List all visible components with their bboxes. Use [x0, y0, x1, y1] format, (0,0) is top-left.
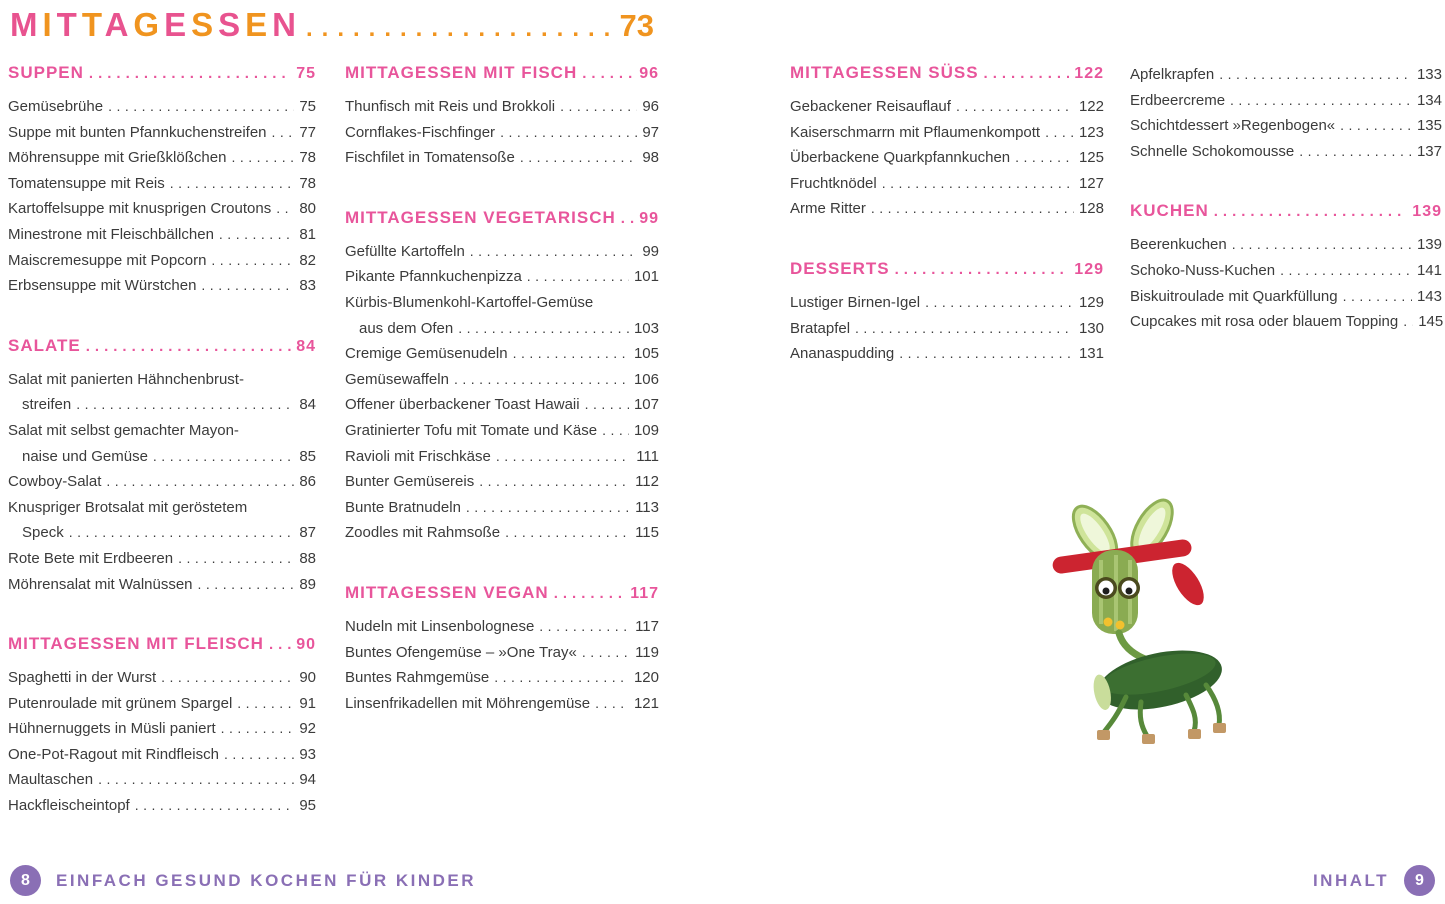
toc-entry	[345, 264, 659, 290]
leader-dots	[1299, 139, 1412, 165]
toc-entry	[1130, 62, 1442, 88]
toc-entry	[8, 418, 316, 469]
section-heading	[345, 62, 659, 84]
leader-dots	[925, 290, 1074, 316]
toc-entry	[8, 273, 316, 299]
leader-dots	[871, 196, 1074, 222]
toc-entry	[8, 742, 316, 768]
leader-dots	[454, 367, 629, 393]
toc-entry-label: Überbackene Quarkpfannkuchen	[790, 149, 1011, 167]
leader-dots	[496, 444, 631, 470]
toc-entry-page: 106	[633, 370, 659, 388]
section-page-number: 129	[1074, 260, 1104, 278]
section-heading-label: MITTAGESSEN MIT FISCH	[345, 63, 578, 82]
leader-dots	[219, 222, 294, 248]
leader-dots	[560, 94, 637, 120]
toc-entry-page: 90	[299, 669, 316, 687]
section-heading-label: MITTAGESSEN VEGAN	[345, 582, 549, 602]
toc-entry-page: 123	[1078, 123, 1104, 141]
leader-dots	[1280, 258, 1412, 284]
leader-dots	[882, 171, 1074, 197]
toc-entry-page: 96	[642, 98, 659, 115]
toc-entry-label: Erdbeercreme	[1130, 91, 1226, 109]
section-heading-label: MITTAGESSEN VEGETARISCH	[345, 207, 616, 227]
toc-entry-label: Möhrensuppe mit Grießklößchen	[8, 149, 227, 167]
toc-entry-page: 97	[642, 123, 659, 141]
toc-entry	[345, 94, 659, 120]
leader-dots	[582, 62, 634, 84]
toc-entry	[8, 716, 316, 742]
toc-entry	[345, 367, 659, 393]
toc-entry-page: 120	[633, 669, 659, 687]
leader-dots	[520, 145, 638, 171]
toc-entry-label: Spaghetti in der Wurst	[8, 669, 157, 687]
leader-dots	[1232, 232, 1412, 258]
toc-entry-label: Lustiger Birnen-Igel	[790, 293, 921, 311]
section-heading-label: DESSERTS	[790, 258, 890, 278]
section-heading-label: KUCHEN	[1130, 201, 1209, 221]
leader-dots	[98, 767, 294, 793]
toc-entry	[345, 120, 659, 146]
toc-entry-label: Gemüsebrühe	[8, 98, 104, 115]
toc-entry	[1130, 139, 1442, 165]
toc-entry-label: Buntes Ofengemüse – »One Tray«	[345, 643, 577, 661]
toc-entry-label: Hühnernuggets in Müsli paniert	[8, 720, 216, 738]
leader-dots	[198, 572, 295, 598]
toc-entry-page: 131	[1078, 345, 1104, 363]
toc-entry-page: 101	[633, 268, 659, 286]
leader-dots	[527, 264, 629, 290]
toc-entry-label: Ravioli mit Frischkäse	[345, 447, 491, 465]
leader-dots	[170, 171, 295, 197]
toc-entry-label: Minestrone mit Fleischbällchen	[8, 225, 214, 243]
toc-entry	[790, 171, 1104, 197]
toc-entry	[8, 222, 316, 248]
leader-dots	[899, 341, 1074, 367]
toc-entry-label: Thunfisch mit Reis und Brokkoli	[345, 98, 556, 115]
footer-right	[1313, 865, 1435, 896]
toc-entry-page: 113	[635, 498, 659, 516]
toc-entry-label: Nudeln mit Linsenbolognese	[345, 617, 535, 635]
toc-entry-page: 109	[633, 421, 659, 439]
toc-entry-page: 85	[299, 447, 316, 465]
toc-entry-label: Cowboy-Salat	[8, 473, 102, 491]
book-title-footer: EINFACH GESUND KOCHEN FÜR KINDER	[56, 870, 477, 890]
leader-dots	[602, 418, 629, 444]
toc-entry-page: 127	[1078, 174, 1104, 192]
leader-dots	[86, 335, 291, 357]
leader-dots	[585, 392, 629, 418]
toc-entry	[8, 495, 316, 546]
toc-entry-page: 81	[299, 225, 316, 243]
toc-entry-page: 88	[299, 549, 316, 567]
section-heading	[345, 582, 659, 604]
page-title: MITTAGESSEN	[10, 6, 301, 43]
toc-entry-label: naise und Gemüse	[22, 447, 148, 465]
section-page-number: 139	[1412, 203, 1442, 221]
toc-entry-line1: Salat mit panierten Hähnchenbrust-	[8, 370, 244, 388]
toc-entry-line1: Knuspriger Brotsalat mit geröstetem	[8, 498, 248, 516]
toc-entry	[345, 640, 659, 666]
leader-dots	[1214, 200, 1408, 222]
toc-entry-label: Fruchtknödel	[790, 174, 877, 192]
toc-entry-label: Pikante Pfannkuchenpizza	[345, 268, 522, 286]
toc-column-1	[8, 62, 316, 819]
toc-entry-page: 119	[635, 643, 659, 661]
toc-entry-label: Apfelkrapfen	[1130, 66, 1215, 83]
section-heading	[790, 258, 1104, 280]
leader-dots	[505, 520, 630, 546]
toc-entry-page: 112	[635, 473, 659, 491]
leader-dots	[237, 691, 294, 717]
leader-dots	[470, 239, 638, 265]
toc-entry	[345, 665, 659, 691]
toc-entry-page: 133	[1416, 66, 1442, 83]
toc-entry-page: 89	[299, 575, 316, 593]
section-page-number: 84	[296, 337, 316, 355]
toc-entry-page: 80	[299, 200, 316, 218]
toc-entry-page: 125	[1078, 149, 1104, 167]
toc-entry-page: 107	[633, 396, 659, 414]
toc-entry	[345, 520, 659, 546]
toc-entry	[8, 145, 316, 171]
section-page-number: 117	[630, 584, 659, 602]
toc-entry-page: 134	[1416, 91, 1442, 109]
toc-entry	[8, 691, 316, 717]
toc-entry	[345, 418, 659, 444]
toc-entry	[8, 248, 316, 274]
toc-entry	[345, 341, 659, 367]
leader-dots	[595, 691, 629, 717]
toc-entry-label: Kaiserschmarrn mit Pflaumenkompott	[790, 123, 1041, 141]
toc-entry	[8, 572, 316, 598]
section-page-number: 96	[639, 65, 659, 82]
toc-entry-label: Kartoffelsuppe mit knusprigen Croutons	[8, 200, 272, 218]
toc-entry-page: 117	[635, 617, 659, 635]
toc-entry	[8, 469, 316, 495]
toc-entry-page: 145	[1418, 313, 1444, 331]
leader-dots	[76, 392, 294, 418]
toc-entry	[8, 120, 316, 146]
toc-entry-label: Möhrensalat mit Walnüssen	[8, 575, 193, 593]
leader-dots	[153, 444, 294, 470]
section-heading	[8, 633, 316, 655]
toc-entry-page: 95	[299, 797, 316, 815]
toc-entry-page: 122	[1078, 98, 1104, 115]
toc-entry-label: Beerenkuchen	[1130, 236, 1227, 254]
toc-entry-label: Linsenfrikadellen mit Möhrengemüse	[345, 694, 591, 712]
leader-dots	[161, 665, 294, 691]
toc-entry-label: Gemüsewaffeln	[345, 370, 449, 388]
toc-entry-page: 75	[299, 98, 316, 115]
toc-entry-label: One-Pot-Ragout mit Rindfleisch	[8, 745, 219, 763]
toc-entry-page: 93	[299, 745, 316, 763]
page-number-badge-right: 9	[1404, 865, 1435, 896]
leader-dots	[1045, 120, 1074, 146]
toc-entry-page: 139	[1416, 236, 1442, 254]
toc-entry	[790, 94, 1104, 120]
toc-entry-page: 77	[299, 123, 316, 141]
toc-column-2	[345, 62, 659, 716]
toc-entry-page: 78	[299, 149, 316, 167]
toc-entry	[8, 665, 316, 691]
footer-inhalt-label: INHALT	[1312, 870, 1389, 890]
toc-entry	[790, 196, 1104, 222]
toc-entry-page: 86	[299, 473, 316, 491]
toc-entry	[1130, 88, 1442, 114]
leader-dots	[500, 120, 637, 146]
toc-entry-page: 129	[1078, 293, 1104, 311]
leader-dots	[1340, 113, 1412, 139]
leader-dots	[224, 742, 294, 768]
section-page-number: 75	[296, 65, 316, 82]
leader-dots	[458, 316, 629, 342]
section-heading-label: SALATE	[8, 335, 81, 355]
leader-dots	[106, 469, 294, 495]
toc-entry	[345, 290, 659, 341]
toc-entry-label: Zoodles mit Rahmsoße	[345, 524, 501, 542]
section-heading	[1130, 200, 1442, 222]
toc-entry	[8, 767, 316, 793]
toc-entry-label: Bratapfel	[790, 319, 851, 337]
toc-entry-page: 84	[299, 396, 316, 414]
leader-dots	[984, 62, 1070, 84]
toc-entry-label: Cupcakes mit rosa oder blauem Topping	[1130, 313, 1399, 331]
toc-entry-line1: Salat mit selbst gemachter Mayon-	[8, 421, 239, 439]
toc-entry-page: 99	[642, 242, 659, 260]
toc-entry-label: Biskuitroulade mit Quarkfüllung	[1130, 287, 1338, 305]
toc-column-4	[1130, 62, 1442, 335]
toc-entry-label: Gefüllte Kartoffeln	[345, 242, 465, 260]
section-heading-label: SUPPEN	[8, 63, 84, 82]
leader-dots	[1230, 88, 1412, 114]
toc-entry-label: Maiscremesuppe mit Popcorn	[8, 251, 207, 269]
toc-entry	[8, 94, 316, 120]
toc-entry	[345, 239, 659, 265]
toc-entry	[8, 367, 316, 418]
leader-dots	[272, 120, 295, 146]
toc-entry	[8, 546, 316, 572]
toc-entry-label: Schichtdessert »Regenbogen«	[1130, 117, 1336, 135]
leader-dots	[1403, 309, 1413, 335]
toc-entry	[345, 495, 659, 521]
leader-dots	[554, 582, 625, 604]
toc-entry-line1: Kürbis-Blumenkohl-Kartoffel-Gemüse	[345, 293, 594, 311]
toc-entry	[345, 145, 659, 171]
toc-entry-label: Ananaspudding	[790, 345, 895, 363]
toc-entry-label: Schoko-Nuss-Kuchen	[1130, 261, 1276, 279]
toc-entry-page: 137	[1416, 142, 1442, 160]
toc-entry	[8, 793, 316, 819]
leader-dots	[479, 469, 630, 495]
leader-dots	[539, 614, 630, 640]
toc-entry	[8, 196, 316, 222]
leader-dots	[178, 546, 294, 572]
toc-entry-page: 98	[642, 149, 659, 167]
section-heading	[345, 207, 659, 229]
toc-entry	[345, 392, 659, 418]
page-title-number: 73	[619, 8, 654, 43]
toc-entry-page: 78	[299, 174, 316, 192]
leader-dots	[69, 520, 295, 546]
toc-entry	[790, 341, 1104, 367]
toc-entry-page: 83	[299, 277, 316, 295]
leader-dots	[211, 248, 294, 274]
section-heading	[8, 335, 316, 357]
section-heading-label: MITTAGESSEN SÜSS	[790, 63, 979, 82]
toc-entry	[1130, 113, 1442, 139]
toc-entry-label: Bunter Gemüsereis	[345, 473, 475, 491]
toc-entry	[1130, 258, 1442, 284]
toc-entry-page: 105	[633, 345, 659, 363]
toc-entry-page: 141	[1416, 261, 1442, 279]
leader-dots	[895, 258, 1070, 280]
toc-entry	[345, 469, 659, 495]
section-page-number: 99	[639, 209, 659, 227]
toc-entry	[345, 614, 659, 640]
toc-entry-label: streifen	[22, 396, 72, 414]
toc-entry	[790, 316, 1104, 342]
toc-entry-page: 87	[299, 524, 316, 542]
toc-entry-page: 128	[1078, 200, 1104, 218]
toc-entry-page: 82	[299, 251, 316, 269]
toc-entry-page: 94	[299, 771, 316, 789]
vegetable-moose-image	[1000, 488, 1250, 746]
toc-entry-label: Erbsensuppe mit Würstchen	[8, 277, 197, 295]
leader-dots	[269, 633, 291, 655]
section-heading-label: MITTAGESSEN MIT FLEISCH	[8, 634, 264, 654]
leader-dots	[135, 793, 295, 819]
toc-entry-page: 115	[635, 524, 659, 542]
toc-entry-label: Speck	[22, 524, 64, 542]
page-number-badge-left: 8	[10, 865, 41, 896]
section-page-number: 122	[1074, 65, 1104, 82]
toc-entry-label: Bunte Bratnudeln	[345, 498, 461, 516]
toc-entry-label: Rote Bete mit Erdbeeren	[8, 549, 174, 567]
leader-dots	[89, 62, 291, 84]
leader-dots	[956, 94, 1074, 120]
toc-entry	[790, 290, 1104, 316]
leader-dots	[231, 145, 294, 171]
section-title-row	[10, 6, 654, 44]
toc-entry	[1130, 309, 1442, 335]
toc-entry-page: 111	[636, 447, 659, 465]
toc-entry	[1130, 232, 1442, 258]
toc-entry-label: Gebackener Reisauflauf	[790, 98, 951, 115]
leader-dots	[1219, 62, 1412, 88]
toc-entry-label: Suppe mit bunten Pfannkuchenstreifen	[8, 123, 267, 141]
leader-dots	[276, 196, 294, 222]
leader-dots	[201, 273, 294, 299]
toc-entry	[790, 120, 1104, 146]
leader-dots	[466, 495, 630, 521]
toc-entry-label: Arme Ritter	[790, 200, 866, 218]
toc-entry-page: 130	[1078, 319, 1104, 337]
toc-entry-page: 135	[1416, 117, 1442, 135]
leader-dots	[1015, 145, 1074, 171]
leader-dots	[494, 665, 629, 691]
toc-entry	[8, 171, 316, 197]
toc-entry	[345, 444, 659, 470]
toc-entry-label: Buntes Rahmgemüse	[345, 669, 490, 687]
toc-column-3	[790, 62, 1104, 367]
toc-entry-label: Putenroulade mit grünem Spargel	[8, 694, 233, 712]
section-heading	[8, 62, 316, 84]
leader-dots	[108, 94, 294, 120]
leader-dots	[1343, 284, 1412, 310]
section-heading	[790, 62, 1104, 84]
footer-left	[10, 865, 476, 896]
toc-entry-label: Cremige Gemüsenudeln	[345, 345, 508, 363]
toc-entry	[790, 145, 1104, 171]
toc-entry-label: Fischfilet in Tomatensoße	[345, 149, 515, 167]
leader-dots	[582, 640, 630, 666]
toc-entry	[345, 691, 659, 717]
toc-entry-label: aus dem Ofen	[359, 319, 454, 337]
toc-entry-page: 143	[1416, 287, 1442, 305]
toc-entry-page: 92	[299, 720, 316, 738]
toc-entry-label: Tomatensuppe mit Reis	[8, 174, 165, 192]
toc-entry-label: Maultaschen	[8, 771, 94, 789]
toc-entry-label: Schnelle Schokomousse	[1130, 142, 1295, 160]
leader-dots	[855, 316, 1074, 342]
toc-entry-page: 91	[299, 694, 316, 712]
toc-entry	[1130, 284, 1442, 310]
toc-entry-label: Offener überbackener Toast Hawaii	[345, 396, 580, 414]
leader-dots	[621, 207, 634, 229]
leader-dots	[513, 341, 629, 367]
toc-entry-page: 103	[633, 319, 659, 337]
toc-entry-label: Gratinierter Tofu mit Tomate und Käse	[345, 421, 598, 439]
toc-entry-label: Cornflakes-Fischfinger	[345, 123, 496, 141]
leader-dots	[221, 716, 295, 742]
section-page-number: 90	[296, 636, 316, 654]
toc-entry-page: 121	[633, 694, 659, 712]
toc-entry-label: Hackfleischeintopf	[8, 797, 130, 815]
title-leader-dots	[306, 15, 615, 43]
